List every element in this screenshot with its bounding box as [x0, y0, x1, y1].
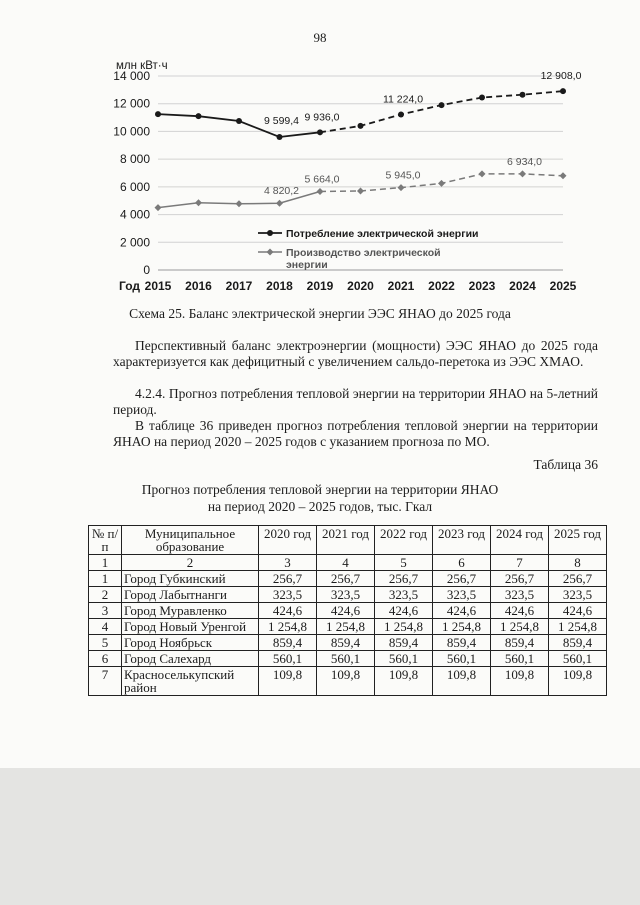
paragraph-section-heading: 4.2.4. Прогноз потребления тепловой энергии на территории ЯНАО на 5-летний период. [113, 386, 598, 417]
x-tick-label: 2015 [144, 279, 172, 293]
value-cell: 560,1 [259, 651, 317, 667]
header-cell: № п/п [89, 526, 122, 555]
value-cell: 323,5 [491, 587, 549, 603]
value-cell: 1 254,8 [491, 619, 549, 635]
value-cell: 256,7 [317, 571, 375, 587]
value-cell: 424,6 [259, 603, 317, 619]
value-cell: 859,4 [259, 635, 317, 651]
x-tick-label: 2021 [387, 279, 415, 293]
x-tick-label: 2019 [306, 279, 334, 293]
table-index-row [89, 555, 607, 571]
municipality-name: Город Салехард [122, 651, 259, 667]
data-label: 12 908,0 [540, 70, 582, 83]
data-point [276, 200, 283, 207]
page-number: 98 [313, 30, 327, 45]
data-point [519, 170, 526, 177]
y-tick-label: 2 000 [119, 235, 150, 250]
value-cell: 1 254,8 [259, 619, 317, 635]
header-cell: 2020 год [259, 526, 317, 555]
row-number: 5 [89, 635, 122, 651]
x-tick-label: 2024 [509, 279, 536, 293]
y-tick-label: 0 [143, 263, 150, 277]
y-tick-label: 10 000 [113, 124, 150, 139]
row-number: 1 [89, 571, 122, 587]
data-point [155, 204, 162, 211]
legend-label-consumption: Потребление электрической энергии [286, 228, 479, 240]
paragraph-balance: Перспективный баланс электроэнергии (мощности) ЭЭС ЯНАО до 2025 года характеризуется как дефицитный с увеличением сальдо-перетока из ЭЭС ХМАО. [113, 338, 598, 369]
balance-line-chart [0, 0, 640, 300]
value-cell: 424,6 [549, 603, 607, 619]
table-number: Таблица 36 [533, 457, 598, 472]
row-number: 4 [89, 619, 122, 635]
x-axis-title: Год [119, 279, 140, 293]
series-line-forecast [320, 91, 563, 132]
table-row [89, 667, 607, 696]
value-cell: 859,4 [317, 635, 375, 651]
data-point [560, 88, 566, 94]
value-cell: 424,6 [317, 603, 375, 619]
value-cell: 323,5 [433, 587, 491, 603]
data-label: 6 934,0 [506, 155, 543, 168]
value-cell: 1 254,8 [375, 619, 433, 635]
value-cell: 859,4 [491, 635, 549, 651]
value-cell: 323,5 [317, 587, 375, 603]
municipality-name: Город Новый Уренгой [122, 619, 259, 635]
index-cell: 1 [89, 555, 122, 571]
value-cell: 323,5 [549, 587, 607, 603]
value-cell: 424,6 [491, 603, 549, 619]
paragraph-table-intro: В таблице 36 приведен прогноз потребления тепловой энергии на территории ЯНАО на период 2020 – 2025 годов с указанием прогноза по МО. [113, 418, 598, 449]
data-point [155, 111, 161, 117]
row-number: 3 [89, 603, 122, 619]
data-point [236, 200, 243, 207]
index-cell: 5 [375, 555, 433, 571]
value-cell: 424,6 [433, 603, 491, 619]
value-cell: 109,8 [549, 667, 607, 696]
table-row [89, 587, 607, 603]
x-tick-label: 2022 [428, 279, 455, 293]
legend-label-production: Производство электрической энергии [286, 247, 441, 271]
table-title [0, 481, 640, 515]
value-cell: 560,1 [317, 651, 375, 667]
row-number: 6 [89, 651, 122, 667]
y-tick-label: 8 000 [119, 152, 150, 167]
data-point [236, 118, 242, 124]
row-number: 2 [89, 587, 122, 603]
value-cell: 323,5 [375, 587, 433, 603]
chart-caption: Схема 25. Баланс электрической энергии ЭЭС ЯНАО до 2025 года [129, 306, 511, 321]
table-title-line-2: на период 2020 – 2025 годов, тыс. Гкал [207, 499, 433, 514]
data-point [479, 170, 486, 177]
heat-forecast-table [88, 525, 607, 696]
value-cell: 859,4 [433, 635, 491, 651]
x-tick-label: 2025 [549, 279, 577, 293]
data-point [317, 129, 323, 135]
value-cell: 560,1 [433, 651, 491, 667]
table-row [89, 635, 607, 651]
header-cell: Муниципальное образование [122, 526, 259, 555]
header-cell: 2024 год [491, 526, 549, 555]
legend-marker-consumption [267, 230, 273, 236]
value-cell: 109,8 [317, 667, 375, 696]
value-cell: 1 254,8 [317, 619, 375, 635]
y-tick-label: 12 000 [113, 96, 150, 111]
value-cell: 256,7 [491, 571, 549, 587]
data-point [398, 184, 405, 191]
header-cell: 2022 год [375, 526, 433, 555]
value-cell: 323,5 [259, 587, 317, 603]
index-cell: 6 [433, 555, 491, 571]
y-tick-label: 14 000 [113, 69, 150, 83]
value-cell: 1 254,8 [433, 619, 491, 635]
table-row [89, 651, 607, 667]
municipality-name: Город Губкинский [122, 571, 259, 587]
data-point [357, 188, 364, 195]
municipality-name: Город Лабытнанги [122, 587, 259, 603]
value-cell: 424,6 [375, 603, 433, 619]
index-cell: 3 [259, 555, 317, 571]
value-cell: 560,1 [549, 651, 607, 667]
header-cell: 2025 год [549, 526, 607, 555]
data-point [277, 134, 283, 140]
data-point [439, 102, 445, 108]
value-cell: 1 254,8 [549, 619, 607, 635]
value-cell: 560,1 [375, 651, 433, 667]
header-cell: 2023 год [433, 526, 491, 555]
data-label: 5 664,0 [304, 173, 340, 186]
data-label: 5 945,0 [385, 169, 421, 182]
value-cell: 256,7 [433, 571, 491, 587]
data-point [560, 172, 567, 179]
value-cell: 859,4 [549, 635, 607, 651]
x-tick-label: 2020 [347, 279, 374, 293]
x-tick-label: 2023 [468, 279, 496, 293]
municipality-name: Город Ноябрьск [122, 635, 259, 651]
value-cell: 256,7 [259, 571, 317, 587]
y-tick-label: 6 000 [119, 179, 150, 194]
data-point [520, 92, 526, 98]
y-tick-label: 4 000 [119, 207, 150, 222]
data-point [196, 113, 202, 119]
table-title-line-1: Прогноз потребления тепловой энергии на территории ЯНАО [141, 482, 499, 497]
data-point [358, 123, 364, 129]
header-cell: 2021 год [317, 526, 375, 555]
value-cell: 109,8 [491, 667, 549, 696]
x-tick-label: 2017 [225, 279, 253, 293]
x-tick-label: 2018 [266, 279, 293, 293]
value-cell: 256,7 [375, 571, 433, 587]
data-point [398, 111, 404, 117]
value-cell: 109,8 [375, 667, 433, 696]
index-cell: 2 [122, 555, 259, 571]
table-row [89, 619, 607, 635]
value-cell: 109,8 [259, 667, 317, 696]
value-cell: 256,7 [549, 571, 607, 587]
legend-marker-production [267, 249, 274, 256]
x-tick-label: 2016 [185, 279, 212, 293]
data-point [479, 94, 485, 100]
index-cell: 7 [491, 555, 549, 571]
data-label: 4 820,2 [263, 185, 300, 198]
value-cell: 109,8 [433, 667, 491, 696]
value-cell: 859,4 [375, 635, 433, 651]
table-header-row [89, 526, 607, 555]
data-label: 11 224,0 [382, 93, 424, 106]
table-row [89, 571, 607, 587]
y-axis-title: млн кВт·ч [116, 60, 168, 72]
data-label: 9 599,4 [263, 114, 300, 127]
table-row [89, 603, 607, 619]
data-point [438, 180, 445, 187]
municipality-name: Красноселькупский район [122, 667, 259, 696]
data-point [195, 199, 202, 206]
index-cell: 8 [549, 555, 607, 571]
scan-background [0, 768, 640, 905]
municipality-name: Город Муравленко [122, 603, 259, 619]
data-point [317, 188, 324, 195]
data-label: 9 936,0 [304, 111, 340, 124]
index-cell: 4 [317, 555, 375, 571]
value-cell: 560,1 [491, 651, 549, 667]
row-number: 7 [89, 667, 122, 696]
